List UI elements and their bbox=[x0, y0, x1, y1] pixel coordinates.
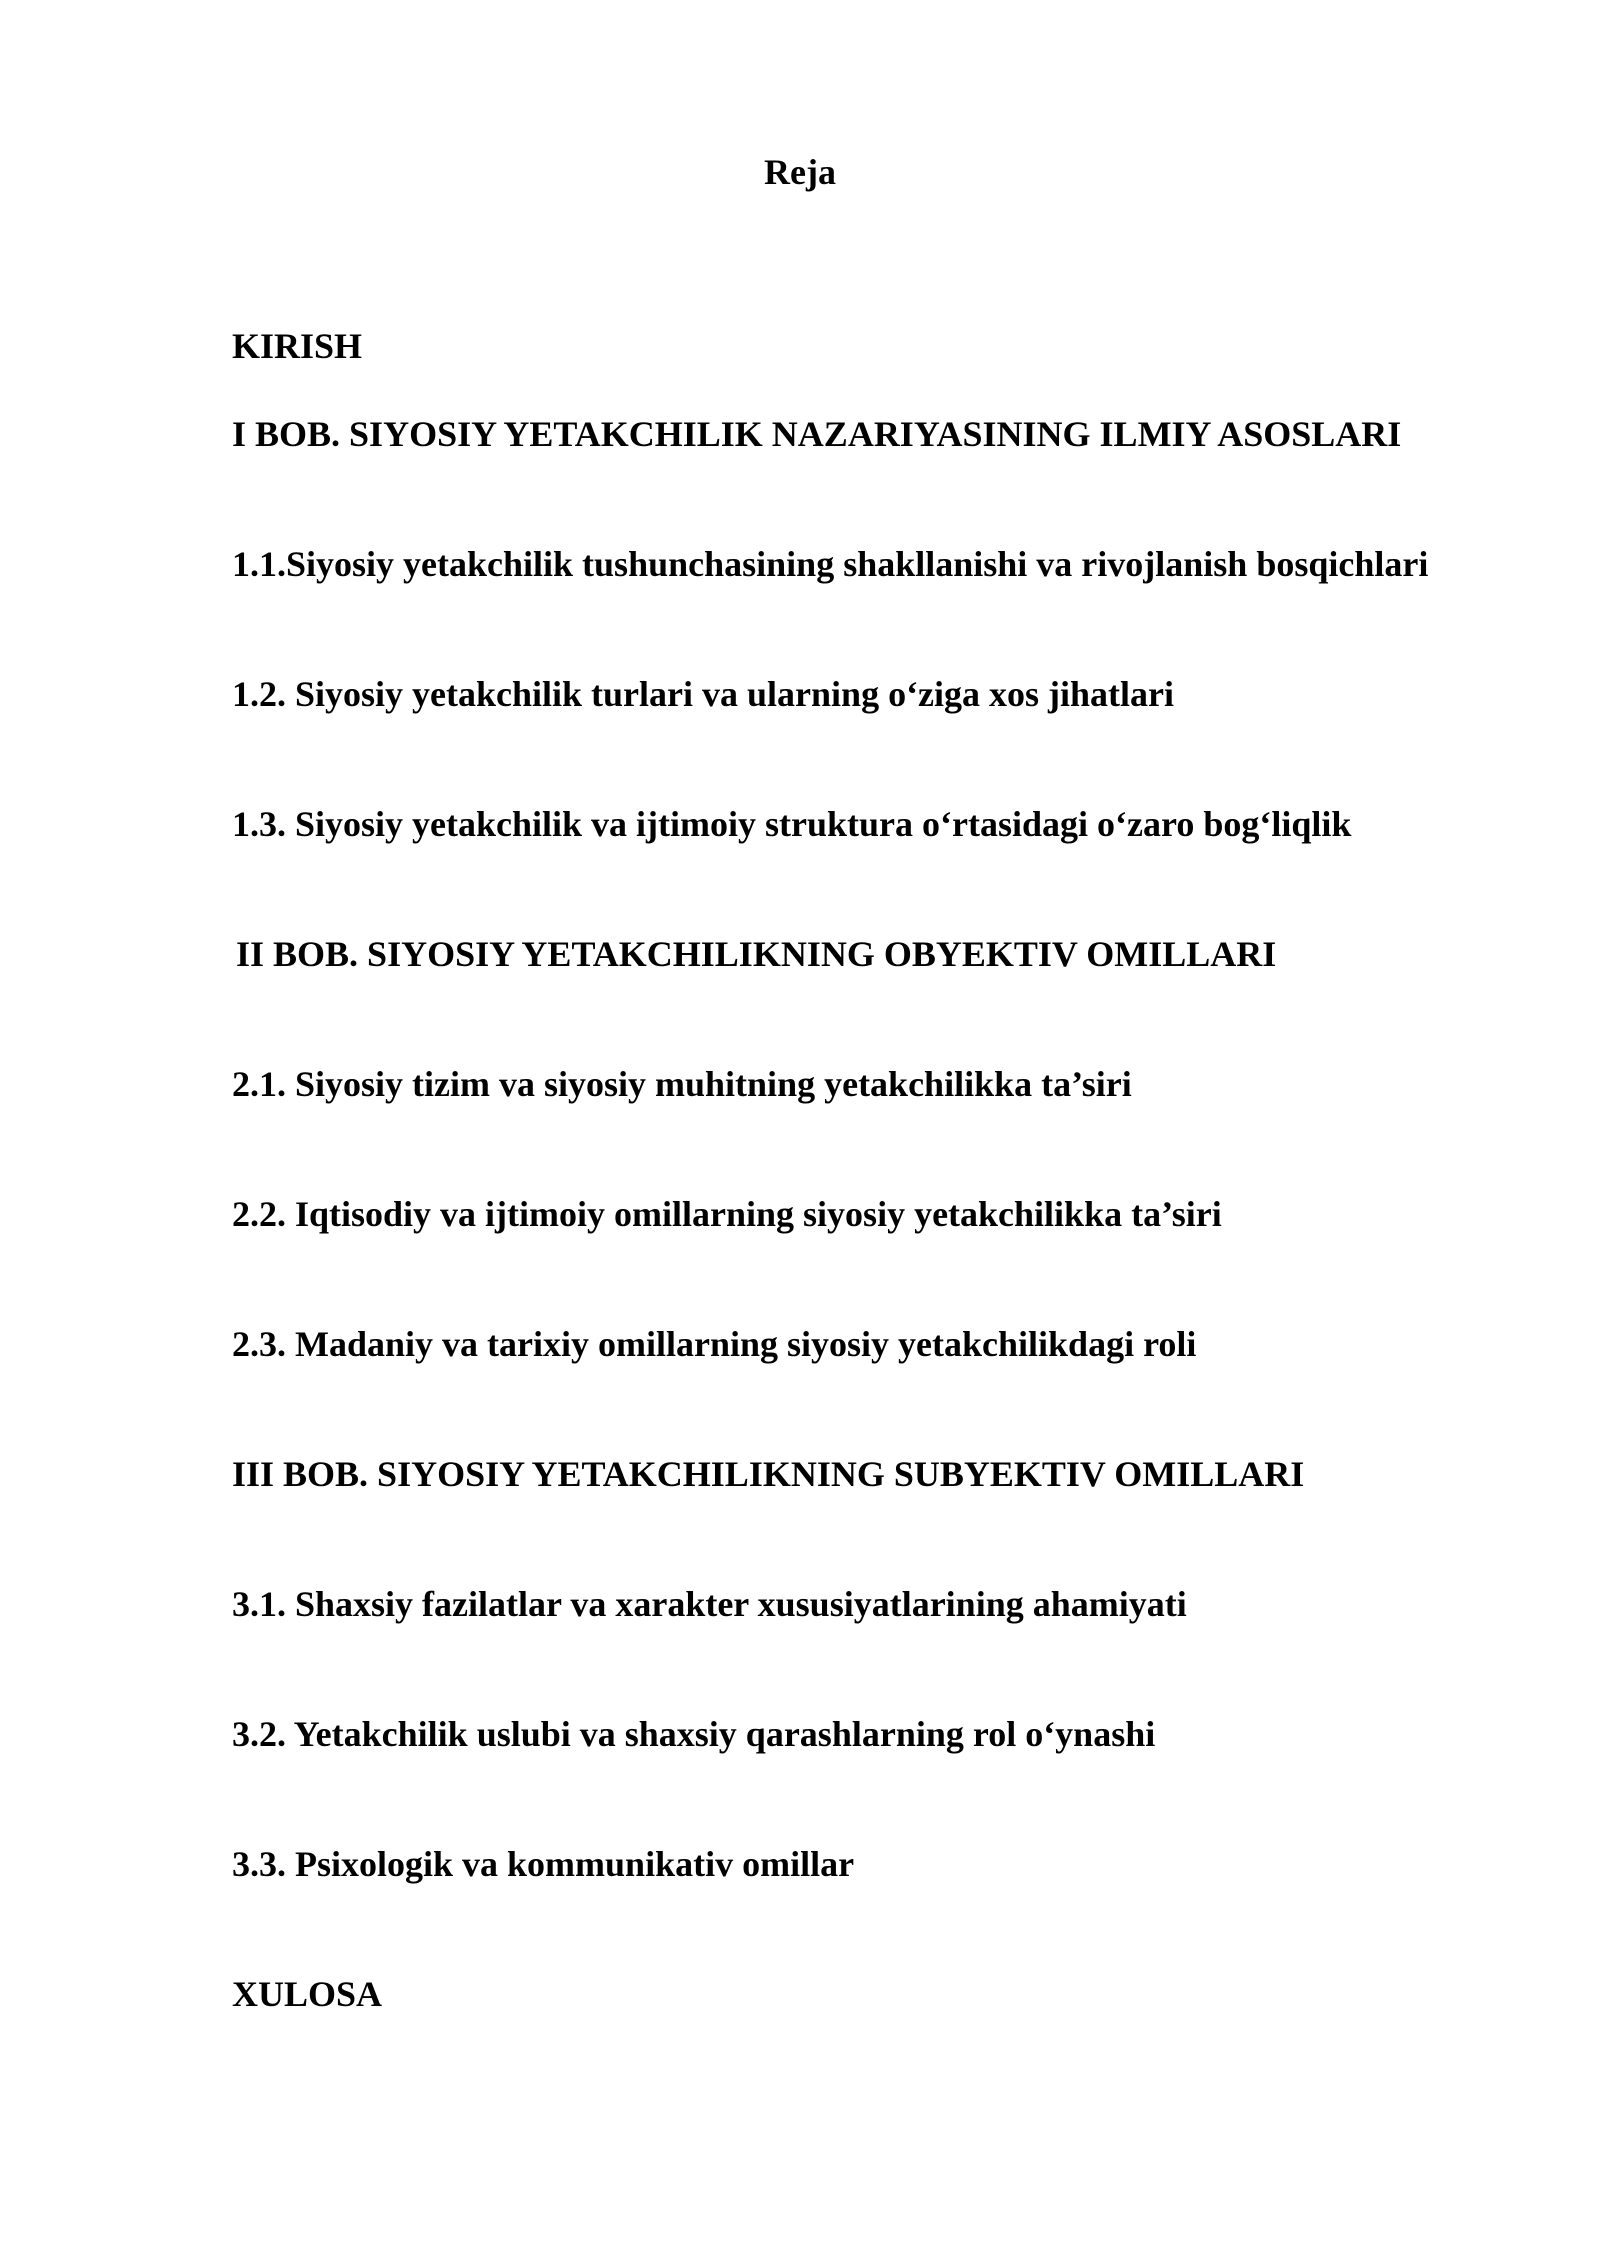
toc-section-2-1: 2.1. Siyosiy tizim va siyosiy muhitning yetakchilikka ta’siri bbox=[232, 1064, 1132, 1104]
toc-chapter-1: I BOB. SIYOSIY YETAKCHILIK NAZARIYASINING ILMIY ASOSLARI bbox=[232, 414, 1402, 454]
toc-section-1-3: 1.3. Siyosiy yetakchilik va ijtimoiy struktura o‘rtasidagi o‘zaro bog‘liqlik bbox=[232, 804, 1352, 844]
toc-section-3-1: 3.1. Shaxsiy fazilatlar va xarakter xususiyatlarining ahamiyati bbox=[232, 1584, 1187, 1624]
toc-section-3-2: 3.2. Yetakchilik uslubi va shaxsiy qarashlarning rol o‘ynashi bbox=[232, 1714, 1156, 1754]
toc-chapter-3: III BOB. SIYOSIY YETAKCHILIKNING SUBYEKTIV OMILLARI bbox=[232, 1454, 1305, 1494]
toc-chapter-2: II BOB. SIYOSIY YETAKCHILIKNING OBYEKTIV OMILLARI bbox=[236, 934, 1277, 974]
toc-item-introduction: KIRISH bbox=[232, 326, 363, 366]
toc-item-conclusion: XULOSA bbox=[232, 1974, 383, 2014]
toc-section-2-3: 2.3. Madaniy va tarixiy omillarning siyosiy yetakchilikdagi roli bbox=[232, 1324, 1197, 1364]
toc-section-1-1: 1.1.Siyosiy yetakchilik tushunchasining shakllanishi va rivojlanish bosqichlari bbox=[232, 544, 1429, 584]
toc-section-1-2: 1.2. Siyosiy yetakchilik turlari va ularning o‘ziga xos jihatlari bbox=[232, 674, 1175, 714]
toc-section-2-2: 2.2. Iqtisodiy va ijtimoiy omillarning siyosiy yetakchilikka ta’siri bbox=[232, 1194, 1222, 1234]
toc-section-3-3: 3.3. Psixologik va kommunikativ omillar bbox=[232, 1844, 855, 1884]
page-title: Reja bbox=[764, 152, 836, 192]
